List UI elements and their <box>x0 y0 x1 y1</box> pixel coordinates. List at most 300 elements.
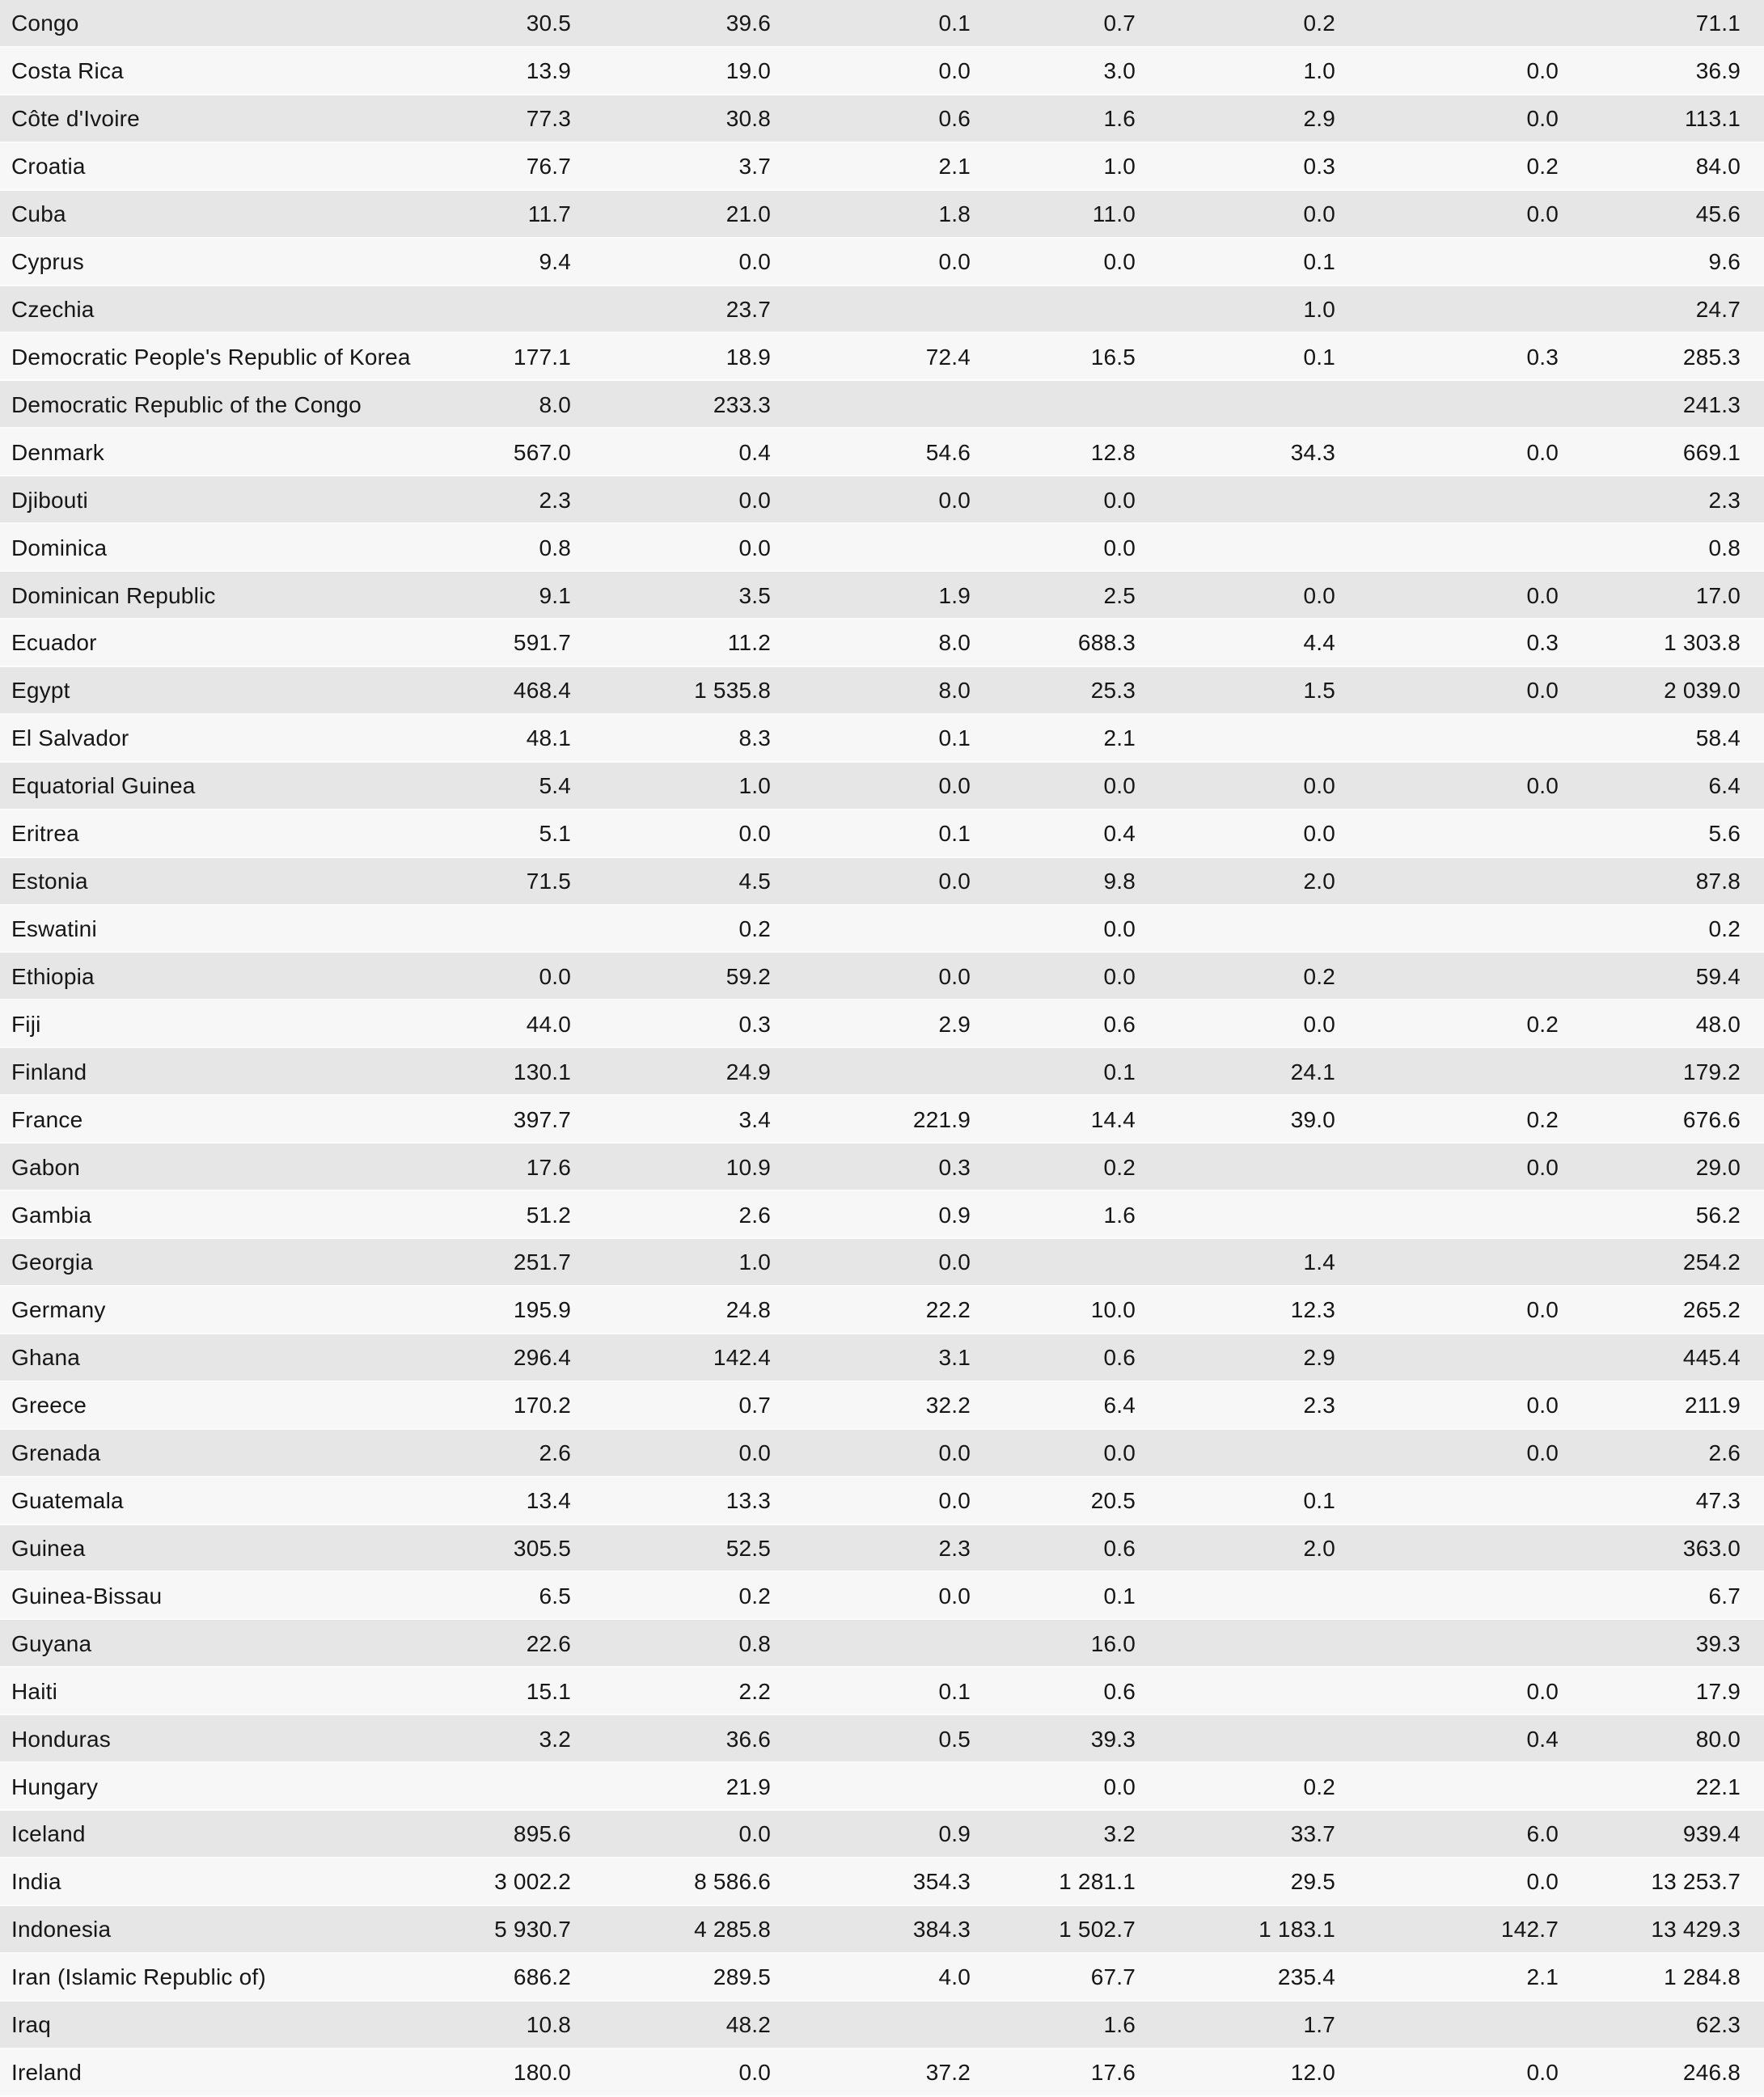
row-right-spacer <box>1741 906 1764 953</box>
value-cell: 0.0 <box>738 249 771 275</box>
value-cell: 0.0 <box>938 1583 971 1609</box>
value-cell: 1 502.7 <box>1059 1917 1136 1943</box>
value-cell: 0.0 <box>1303 821 1335 847</box>
value-cell: 235.4 <box>1277 1964 1335 1990</box>
row-right-spacer <box>1741 1239 1764 1287</box>
value-cell: 0.6 <box>1103 1678 1136 1704</box>
value-cell: 1.0 <box>1103 154 1136 180</box>
value-cell: 13.3 <box>725 1488 771 1514</box>
row-right-spacer <box>1741 95 1764 143</box>
value-cell: 59.4 <box>1695 963 1741 989</box>
value-cell: 445.4 <box>1682 1345 1741 1371</box>
value-cell: 0.0 <box>738 487 771 513</box>
value-cell: 1.9 <box>938 582 971 608</box>
value-cell: 895.6 <box>513 1821 571 1847</box>
table-row <box>0 667 1764 715</box>
country-name: El Salvador <box>11 725 129 751</box>
value-cell: 0.4 <box>1526 1726 1559 1752</box>
value-cell: 0.2 <box>1708 915 1741 941</box>
value-cell: 0.0 <box>1103 963 1136 989</box>
value-cell: 939.4 <box>1682 1821 1741 1847</box>
value-cell: 3.0 <box>1103 58 1136 84</box>
country-name: Iraq <box>11 2012 52 2038</box>
value-cell: 13.9 <box>526 58 571 84</box>
value-cell: 8.0 <box>938 630 971 656</box>
value-cell: 179.2 <box>1682 1059 1741 1084</box>
country-name: Congo <box>11 11 79 36</box>
value-cell <box>771 1620 971 1668</box>
value-cell: 13 253.7 <box>1651 1869 1741 1895</box>
row-right-spacer <box>1741 1954 1764 2002</box>
value-cell: 48.1 <box>526 725 571 751</box>
value-cell: 397.7 <box>513 1106 571 1132</box>
value-cell: 4 285.8 <box>694 1917 771 1943</box>
value-cell <box>1335 1525 1559 1573</box>
value-cell: 76.7 <box>526 154 571 180</box>
value-cell: 0.0 <box>1303 201 1335 227</box>
country-name: Estonia <box>11 869 88 894</box>
value-cell: 211.9 <box>1685 1393 1741 1418</box>
value-cell: 0.0 <box>1303 582 1335 608</box>
value-cell <box>1335 1191 1559 1239</box>
row-right-spacer <box>1741 2002 1764 2049</box>
value-cell: 17.0 <box>1695 582 1741 608</box>
value-cell: 0.0 <box>938 773 971 799</box>
table-row <box>0 715 1764 763</box>
row-right-spacer <box>1741 858 1764 906</box>
value-cell: 6.4 <box>1103 1393 1136 1418</box>
value-cell: 24.1 <box>1290 1059 1335 1084</box>
value-cell: 4.4 <box>1303 630 1335 656</box>
value-cell <box>1136 906 1335 953</box>
value-cell: 0.3 <box>1526 630 1559 656</box>
country-name: Croatia <box>11 154 86 180</box>
value-cell: 80.0 <box>1695 1726 1741 1752</box>
value-cell <box>1335 0 1559 48</box>
value-cell: 113.1 <box>1685 106 1741 132</box>
row-right-spacer <box>1741 286 1764 334</box>
table-row <box>0 1000 1764 1048</box>
value-cell: 6.0 <box>1526 1821 1559 1847</box>
value-cell: 30.8 <box>725 106 771 132</box>
table-row <box>0 286 1764 334</box>
value-cell: 0.1 <box>938 821 971 847</box>
value-cell: 1.0 <box>1303 58 1335 84</box>
value-cell: 2.1 <box>1526 1964 1559 1990</box>
table-row <box>0 1858 1764 1906</box>
row-right-spacer <box>1741 1144 1764 1191</box>
value-cell <box>453 906 571 953</box>
table-row <box>0 191 1764 239</box>
value-cell: 5.4 <box>539 773 571 799</box>
value-cell: 0.0 <box>1526 1440 1559 1466</box>
value-cell <box>453 1763 571 1811</box>
row-right-spacer <box>1741 1478 1764 1525</box>
value-cell: 30.5 <box>526 11 571 36</box>
table-row <box>0 1144 1764 1191</box>
value-cell: 5.6 <box>1708 821 1741 847</box>
value-cell: 18.9 <box>725 344 771 370</box>
country-name: Fiji <box>11 1011 41 1037</box>
value-cell <box>1136 1715 1335 1763</box>
value-cell: 0.9 <box>938 1821 971 1847</box>
value-cell: 59.2 <box>725 963 771 989</box>
value-cell: 4.5 <box>738 869 771 894</box>
value-cell <box>1335 286 1559 334</box>
value-cell: 54.6 <box>925 439 971 465</box>
value-cell: 0.0 <box>1103 249 1136 275</box>
table-row <box>0 1430 1764 1478</box>
value-cell <box>1335 953 1559 1000</box>
value-cell: 0.0 <box>1526 58 1559 84</box>
value-cell: 8.3 <box>738 725 771 751</box>
value-cell: 669.1 <box>1682 439 1741 465</box>
row-right-spacer <box>1741 619 1764 667</box>
row-right-spacer <box>1741 476 1764 524</box>
value-cell: 13.4 <box>526 1488 571 1514</box>
country-name: Hungary <box>11 1774 99 1799</box>
row-right-spacer <box>1741 1287 1764 1334</box>
table-row <box>0 1287 1764 1334</box>
table-row <box>0 333 1764 381</box>
value-cell <box>1335 1334 1559 1382</box>
value-cell: 2.9 <box>938 1011 971 1037</box>
value-cell: 22.1 <box>1695 1774 1741 1799</box>
value-cell: 25.3 <box>1090 678 1136 704</box>
value-cell: 2.3 <box>1303 1393 1335 1418</box>
table-row <box>0 1478 1764 1525</box>
row-right-spacer <box>1741 1382 1764 1430</box>
table-row <box>0 1525 1764 1573</box>
value-cell: 221.9 <box>912 1106 971 1132</box>
value-cell: 34.3 <box>1290 439 1335 465</box>
value-cell: 87.8 <box>1695 869 1741 894</box>
value-cell <box>1335 2002 1559 2049</box>
value-cell: 0.2 <box>1303 11 1335 36</box>
value-cell: 3.7 <box>738 154 771 180</box>
value-cell: 48.0 <box>1695 1011 1741 1037</box>
country-name: Democratic People's Republic of Korea <box>11 344 411 370</box>
table-row <box>0 2049 1764 2097</box>
table-row <box>0 1954 1764 2002</box>
value-cell: 37.2 <box>925 2060 971 2086</box>
country-name: Cyprus <box>11 249 84 275</box>
country-name: Grenada <box>11 1440 101 1466</box>
value-cell <box>771 1048 971 1096</box>
value-cell: 180.0 <box>513 2060 571 2086</box>
value-cell: 289.5 <box>713 1964 771 1990</box>
value-cell: 2.5 <box>1103 582 1136 608</box>
value-cell: 51.2 <box>526 1202 571 1228</box>
value-cell: 4.0 <box>938 1964 971 1990</box>
value-cell: 0.6 <box>1103 1535 1136 1561</box>
value-cell: 15.1 <box>526 1678 571 1704</box>
country-name: Georgia <box>11 1249 94 1275</box>
country-name: Finland <box>11 1059 87 1084</box>
country-name: Czechia <box>11 296 95 322</box>
table-row <box>0 1239 1764 1287</box>
row-right-spacer <box>1741 1430 1764 1478</box>
value-cell: 1.5 <box>1303 678 1335 704</box>
value-cell: 0.6 <box>938 106 971 132</box>
row-right-spacer <box>1741 1811 1764 1858</box>
value-cell: 0.2 <box>738 915 771 941</box>
row-right-spacer <box>1741 1715 1764 1763</box>
value-cell: 0.8 <box>539 535 571 560</box>
value-cell: 0.0 <box>1526 678 1559 704</box>
value-cell: 0.0 <box>1526 1393 1559 1418</box>
value-cell: 0.7 <box>738 1393 771 1418</box>
value-cell: 8.0 <box>539 391 571 417</box>
value-cell: 23.7 <box>725 296 771 322</box>
table-row <box>0 906 1764 953</box>
value-cell: 0.1 <box>1103 1059 1136 1084</box>
value-cell: 0.1 <box>1303 249 1335 275</box>
value-cell: 36.6 <box>725 1726 771 1752</box>
row-right-spacer <box>1741 763 1764 810</box>
value-cell: 0.6 <box>1103 1345 1136 1371</box>
value-cell: 1.0 <box>738 773 771 799</box>
value-cell: 56.2 <box>1695 1202 1741 1228</box>
country-name: Equatorial Guinea <box>11 773 196 799</box>
value-cell: 45.6 <box>1695 201 1741 227</box>
table-row <box>0 1382 1764 1430</box>
value-cell: 3 002.2 <box>494 1869 571 1895</box>
value-cell: 0.0 <box>1103 773 1136 799</box>
country-name: Guinea-Bissau <box>11 1583 163 1609</box>
value-cell: 24.7 <box>1695 296 1741 322</box>
value-cell: 39.0 <box>1290 1106 1335 1132</box>
value-cell <box>1136 1144 1335 1191</box>
value-cell: 1 284.8 <box>1664 1964 1741 1990</box>
row-right-spacer <box>1741 1048 1764 1096</box>
value-cell: 0.0 <box>1526 2060 1559 2086</box>
value-cell: 21.9 <box>725 1774 771 1799</box>
value-cell: 265.2 <box>1682 1297 1741 1323</box>
value-cell <box>1136 1430 1335 1478</box>
country-name: Iran (Islamic Republic of) <box>11 1964 266 1990</box>
value-cell: 0.0 <box>1303 773 1335 799</box>
value-cell: 0.2 <box>1303 963 1335 989</box>
value-cell: 19.0 <box>725 58 771 84</box>
table-row <box>0 2002 1764 2049</box>
table-row <box>0 953 1764 1000</box>
country-name: Guinea <box>11 1535 86 1561</box>
value-cell: 84.0 <box>1695 154 1741 180</box>
country-name: Haiti <box>11 1678 58 1704</box>
value-cell: 2.1 <box>938 154 971 180</box>
value-cell: 2.3 <box>1708 487 1741 513</box>
value-cell: 0.0 <box>1103 915 1136 941</box>
country-name: Gabon <box>11 1154 81 1180</box>
value-cell: 0.1 <box>938 725 971 751</box>
value-cell: 2.6 <box>1708 1440 1741 1466</box>
value-cell <box>1335 858 1559 906</box>
value-cell: 17.6 <box>1090 2060 1136 2086</box>
table-row <box>0 858 1764 906</box>
value-cell: 77.3 <box>526 106 571 132</box>
row-right-spacer <box>1741 1000 1764 1048</box>
value-cell: 48.2 <box>725 2012 771 2038</box>
value-cell <box>1136 1620 1335 1668</box>
value-cell: 0.0 <box>1303 1011 1335 1037</box>
value-cell: 0.3 <box>738 1011 771 1037</box>
value-cell: 676.6 <box>1682 1106 1741 1132</box>
value-cell: 0.0 <box>1526 1869 1559 1895</box>
country-name: France <box>11 1106 83 1132</box>
value-cell: 10.0 <box>1090 1297 1136 1323</box>
value-cell: 686.2 <box>513 1964 571 1990</box>
table-row <box>0 1572 1764 1620</box>
row-right-spacer <box>1741 810 1764 858</box>
country-name: Democratic Republic of the Congo <box>11 391 362 417</box>
value-cell: 0.3 <box>1526 344 1559 370</box>
value-cell <box>1136 1191 1335 1239</box>
value-cell: 0.0 <box>938 487 971 513</box>
country-name: Costa Rica <box>11 58 124 84</box>
row-right-spacer <box>1741 239 1764 286</box>
value-cell: 0.0 <box>938 1440 971 1466</box>
value-cell: 0.0 <box>738 2060 771 2086</box>
value-cell: 0.0 <box>938 963 971 989</box>
row-right-spacer <box>1741 2049 1764 2097</box>
value-cell <box>1136 715 1335 763</box>
value-cell: 0.2 <box>1303 1774 1335 1799</box>
value-cell: 0.0 <box>738 1440 771 1466</box>
value-cell: 2.1 <box>1103 725 1136 751</box>
value-cell: 2.2 <box>738 1678 771 1704</box>
country-name: Greece <box>11 1393 87 1418</box>
value-cell: 0.3 <box>938 1154 971 1180</box>
table-row <box>0 239 1764 286</box>
value-cell: 0.0 <box>1103 535 1136 560</box>
value-cell <box>1335 381 1559 429</box>
value-cell: 0.0 <box>938 1249 971 1275</box>
value-cell: 296.4 <box>513 1345 571 1371</box>
row-right-spacer <box>1741 1668 1764 1715</box>
value-cell: 6.4 <box>1708 773 1741 799</box>
value-cell: 0.0 <box>738 821 771 847</box>
value-cell: 10.8 <box>526 2012 571 2038</box>
row-right-spacer <box>1741 1763 1764 1811</box>
country-name: India <box>11 1869 61 1895</box>
table-row <box>0 1096 1764 1144</box>
value-cell: 0.4 <box>1103 821 1136 847</box>
value-cell: 39.3 <box>1090 1726 1136 1752</box>
value-cell <box>1136 1668 1335 1715</box>
value-cell: 0.4 <box>738 439 771 465</box>
country-name: Cuba <box>11 201 66 227</box>
row-right-spacer <box>1741 191 1764 239</box>
value-cell: 39.3 <box>1695 1630 1741 1656</box>
value-cell: 22.2 <box>925 1297 971 1323</box>
value-cell <box>1335 1048 1559 1096</box>
value-cell: 177.1 <box>513 344 571 370</box>
value-cell: 2.9 <box>1303 1345 1335 1371</box>
value-cell: 71.1 <box>1695 11 1741 36</box>
country-name: Iceland <box>11 1821 86 1847</box>
value-cell: 62.3 <box>1695 2012 1741 2038</box>
value-cell <box>771 524 971 572</box>
value-cell: 0.2 <box>738 1583 771 1609</box>
table-row <box>0 1191 1764 1239</box>
value-cell: 0.0 <box>1526 1297 1559 1323</box>
value-cell: 0.0 <box>1103 1774 1136 1799</box>
value-cell <box>971 1239 1136 1287</box>
value-cell: 0.0 <box>1526 439 1559 465</box>
value-cell <box>1136 476 1335 524</box>
value-cell: 567.0 <box>513 439 571 465</box>
value-cell: 16.0 <box>1090 1630 1136 1656</box>
value-cell: 2 039.0 <box>1664 678 1741 704</box>
value-cell: 2.6 <box>539 1440 571 1466</box>
value-cell: 254.2 <box>1682 1249 1741 1275</box>
table-row <box>0 1763 1764 1811</box>
row-right-spacer <box>1741 524 1764 572</box>
value-cell: 1.6 <box>1103 106 1136 132</box>
value-cell: 1 535.8 <box>694 678 771 704</box>
row-right-spacer <box>1741 381 1764 429</box>
value-cell: 591.7 <box>513 630 571 656</box>
value-cell: 0.0 <box>738 535 771 560</box>
value-cell: 1.6 <box>1103 1202 1136 1228</box>
table-row <box>0 1906 1764 1954</box>
value-cell: 33.7 <box>1290 1821 1335 1847</box>
country-name: Indonesia <box>11 1917 112 1943</box>
country-name: Ireland <box>11 2060 82 2086</box>
row-right-spacer <box>1741 572 1764 619</box>
value-cell: 29.5 <box>1290 1869 1335 1895</box>
value-cell: 0.0 <box>1526 773 1559 799</box>
value-cell <box>1136 381 1335 429</box>
table-row <box>0 476 1764 524</box>
value-cell: 24.8 <box>725 1297 771 1323</box>
value-cell: 354.3 <box>912 1869 971 1895</box>
country-name: Côte d'Ivoire <box>11 106 140 132</box>
value-cell: 3.2 <box>539 1726 571 1752</box>
value-cell: 0.0 <box>1103 487 1136 513</box>
value-cell: 1.7 <box>1303 2012 1335 2038</box>
country-name: Denmark <box>11 439 104 465</box>
value-cell: 0.3 <box>1303 154 1335 180</box>
value-cell: 3.5 <box>738 582 771 608</box>
table-row <box>0 619 1764 667</box>
value-cell: 0.0 <box>1526 1154 1559 1180</box>
row-right-spacer <box>1741 48 1764 95</box>
country-name: Germany <box>11 1297 106 1323</box>
value-cell: 0.1 <box>938 1678 971 1704</box>
value-cell: 0.0 <box>938 249 971 275</box>
value-cell: 6.5 <box>539 1583 571 1609</box>
value-cell: 2.3 <box>938 1535 971 1561</box>
table-row <box>0 429 1764 476</box>
value-cell: 52.5 <box>725 1535 771 1561</box>
value-cell: 0.1 <box>1103 1583 1136 1609</box>
country-name: Ethiopia <box>11 963 95 989</box>
table-row <box>0 1048 1764 1096</box>
value-cell: 0.5 <box>938 1726 971 1752</box>
table-row <box>0 1620 1764 1668</box>
country-name: Djibouti <box>11 487 88 513</box>
value-cell: 58.4 <box>1695 725 1741 751</box>
country-name: Ecuador <box>11 630 97 656</box>
value-cell: 8 586.6 <box>694 1869 771 1895</box>
value-cell: 47.3 <box>1695 1488 1741 1514</box>
value-cell: 13 429.3 <box>1651 1917 1741 1943</box>
value-cell: 285.3 <box>1682 344 1741 370</box>
value-cell: 233.3 <box>713 391 771 417</box>
table-row <box>0 95 1764 143</box>
